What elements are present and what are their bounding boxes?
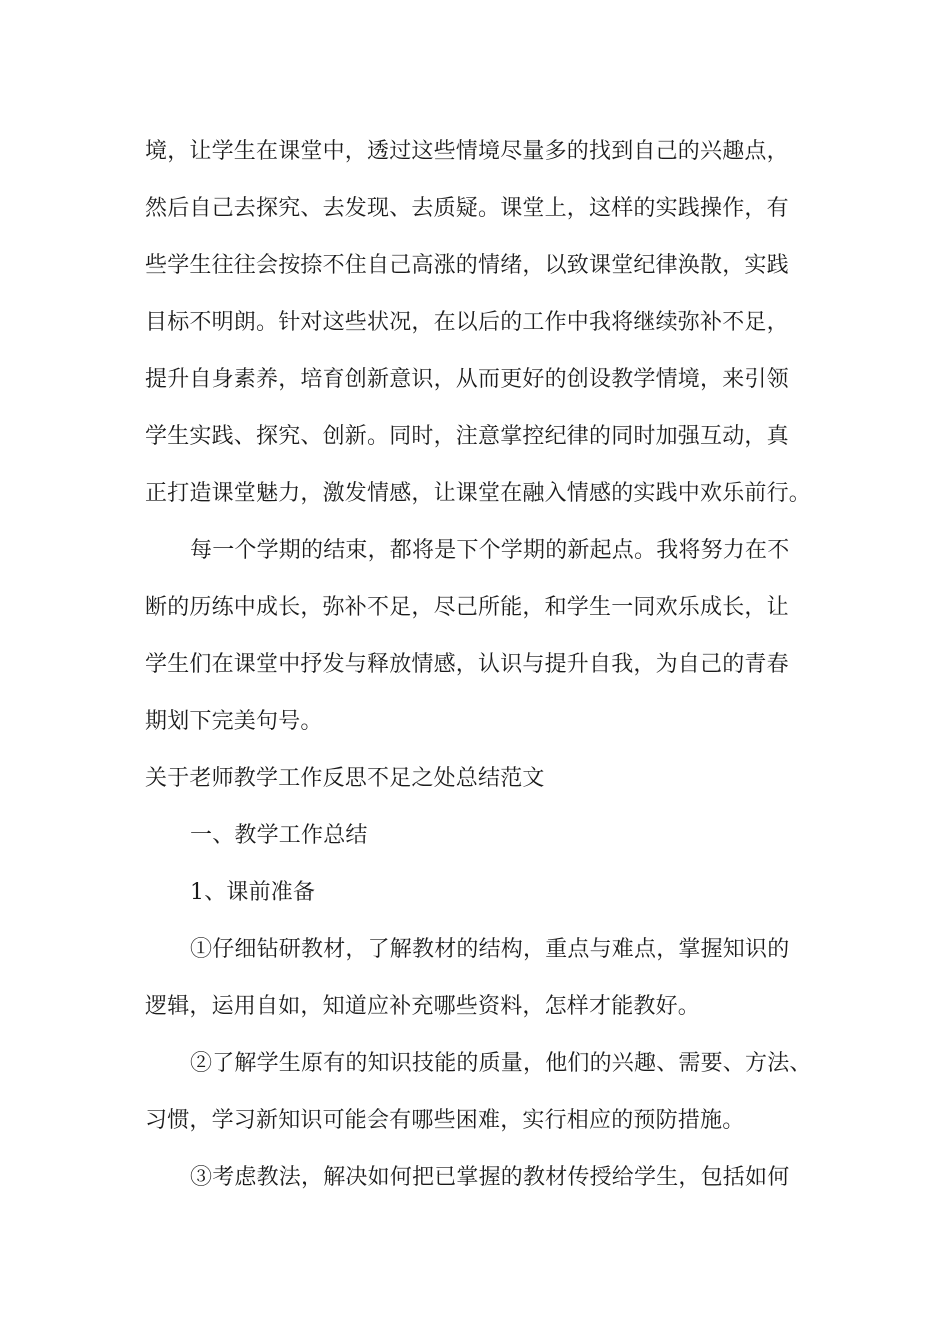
text-line-18: 习惯，学习新知识可能会有哪些困难，实行相应的预防措施。	[145, 1108, 745, 1133]
text-line-4: 目标不明朗。针对这些状况，在以后的工作中我将继续弥补不足，	[145, 310, 789, 335]
text-line-1: 境，让学生在课堂中，透过这些情境尽量多的找到自己的兴趣点，	[145, 139, 789, 164]
text-line-3: 些学生往往会按捺不住自己高涨的情绪，以致课堂纪律涣散，实践	[145, 253, 789, 278]
text-line-19: ③考虑教法，解决如何把已掌握的教材传授给学生，包括如何	[190, 1165, 790, 1190]
text-line-9: 断的历练中成长，弥补不足，尽己所能，和学生一同欢乐成长，让	[145, 595, 789, 620]
text-line-11: 期划下完美句号。	[145, 709, 323, 734]
section-title: 关于老师教学工作反思不足之处总结范文	[145, 766, 545, 791]
text-line-8: 每一个学期的结束，都将是下个学期的新起点。我将努力在不	[190, 538, 790, 563]
heading-teaching-summary: 一、教学工作总结	[190, 823, 368, 848]
text-line-15: ①仔细钻研教材，了解教材的结构，重点与难点，掌握知识的	[190, 937, 790, 962]
text-line-2: 然后自己去探究、去发现、去质疑。课堂上，这样的实践操作，有	[145, 196, 789, 221]
text-line-17: ②了解学生原有的知识技能的质量，他们的兴趣、需要、方法、	[190, 1051, 812, 1076]
heading-lesson-preparation: 1、课前准备	[190, 880, 316, 905]
text-line-16: 逻辑，运用自如，知道应补充哪些资料，怎样才能教好。	[145, 994, 701, 1019]
text-line-7: 正打造课堂魅力，激发情感，让课堂在融入情感的实践中欢乐前行。	[145, 481, 812, 506]
text-line-10: 学生们在课堂中抒发与释放情感，认识与提升自我，为自己的青春	[145, 652, 789, 677]
text-line-5: 提升自身素养，培育创新意识，从而更好的创设教学情境，来引领	[145, 367, 789, 392]
text-line-6: 学生实践、探究、创新。同时，注意掌控纪律的同时加强互动，真	[145, 424, 789, 449]
